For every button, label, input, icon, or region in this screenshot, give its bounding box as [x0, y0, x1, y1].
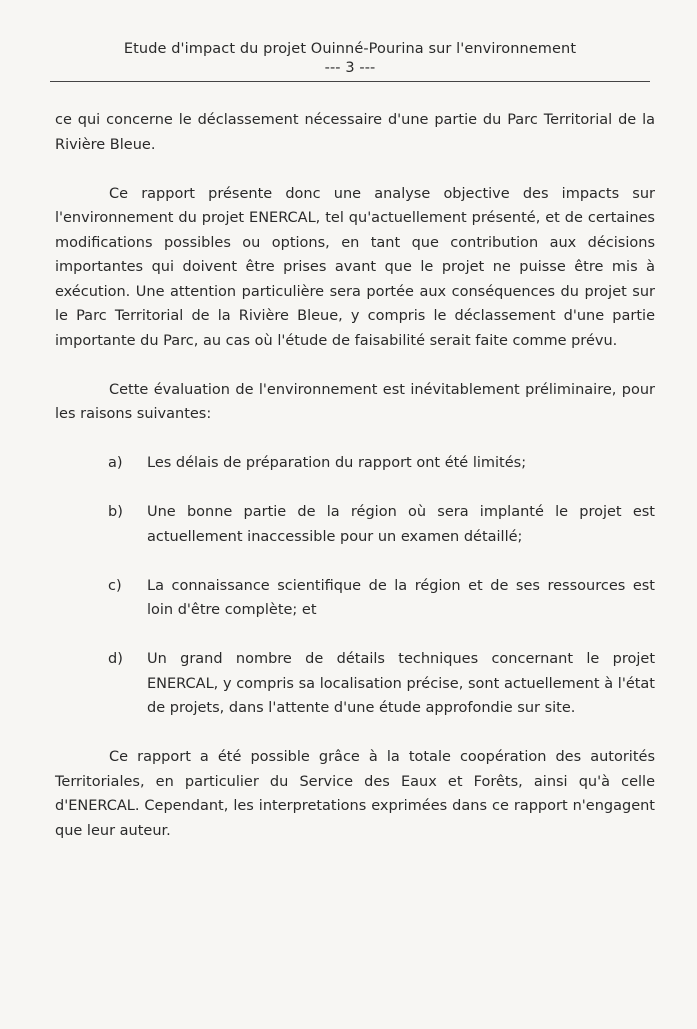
paragraph-2: Ce rapport présente donc une analyse objective des impacts sur l'environnement du projet ENERCAL, tel qu'actuellement présenté, et de certaines modifications possibles ou options, en tant que contribution aux décisions importantes qui doivent être prises avant que le projet ne puisse être mis à exécution. Une attention particulière sera portée aux conséquences du projet sur le Parc Territorial de la Rivière Bleue, y compris le déclassement d'une partie importante du Parc, au cas où l'étude de faisabilité serait faite comme prévu. [55, 185, 655, 349]
list-item-text: Les délais de préparation du rapport ont été limités; [147, 455, 527, 471]
page-header [50, 40, 650, 78]
paragraph-3: Cette évaluation de l'environnement est inévitablement préliminaire, pour les raisons suivantes: [55, 381, 655, 422]
paragraph-1: ce qui concerne le déclassement nécessaire d'une partie du Parc Territorial de la Rivière Bleue. [55, 112, 655, 153]
list-item-text: La connaissance scientifique de la région et de ses ressources est loin d'être complète; et [147, 577, 655, 618]
list-marker: a) [108, 455, 123, 471]
list-marker: d) [108, 651, 123, 667]
document-body [55, 108, 655, 868]
list-item-text: Une bonne partie de la région où sera implanté le projet est actuellement inaccessible pour un examen détaillé; [147, 504, 655, 545]
page-number: --- 3 --- [324, 60, 376, 76]
list-item [55, 647, 655, 721]
list-marker: c) [108, 577, 122, 594]
paragraph-4: Ce rapport a été possible grâce à la totale coopération des autorités Territoriales, en particulier du Service des Eaux et Forêts, ainsi qu'à celle d'ENERCAL. Cependant, les interpretations exprimées dans ce rapport n'engagent que leur auteur. [55, 749, 655, 839]
list-marker: b) [108, 504, 123, 520]
list-item [55, 574, 655, 623]
reasons-list [55, 451, 655, 721]
header-title: Etude d'impact du projet Ouinné-Pourina sur l'environnement [123, 41, 577, 57]
list-item [55, 451, 655, 476]
list-item [55, 500, 655, 549]
list-item-text: Un grand nombre de détails techniques concernant le projet ENERCAL, y compris sa localisation précise, sont actuellement à l'état de projets, dans l'attente d'une étude approfondie sur site. [147, 651, 655, 716]
header-divider [50, 81, 650, 82]
